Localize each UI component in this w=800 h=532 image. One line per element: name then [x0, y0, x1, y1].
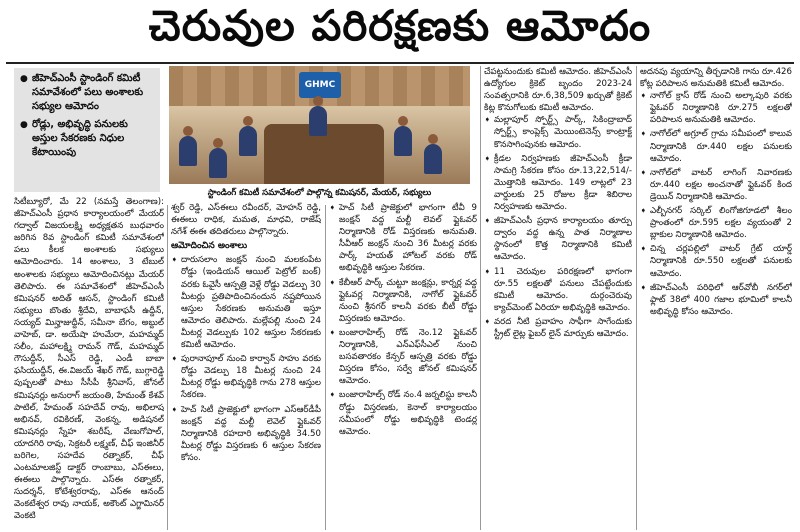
- list-item: ➧ 11 చెరువుల పరిరక్షణలో భాగంగా రూ.55 లక్షలతో పనులు చేపట్టేందుకు కమిటీ ఆమోదం. దుర్గంచెరువు క్యాచ్‌మెంట్ ఏరియా అభివృద్ధికి ఆమోదం.: [484, 266, 632, 314]
- list-item: ➧ చిన్న చర్లపల్లిలో వాటర్ గ్రేట్ యార్డ్ నిర్మాణానికి రూ.550 లక్షలతో పనులకు ఆమోదం.: [640, 243, 792, 279]
- list-item: ➧ పురానాపూల్ నుంచి కార్వాన్ సాహు వరకు రోడ్డు వెడల్పు 18 మీటర్ల నుంచి 24 మీటర్ల రోడ్డు అభివృద్ధికి గాను 278 ఆస్తుల సేకరణ.: [171, 353, 321, 401]
- column-1: [14, 196, 164, 530]
- meeting-photo: [169, 66, 470, 184]
- list-item: ➧ కేబీఆర్ పార్క్ చుట్టూ జంక్షన్లు, కార్నర్ల వద్ద ఫ్లైఓవర్ల నిర్మాణానికి, నాగోల్ ఫ్లైఓవర్ నుంచి శ్రీనగర్ కాలనీ వరకు బీటీ రోడ్డు విస్తరణకు ఆమోదం.: [329, 277, 477, 325]
- section-heading: ఆమోదించిన అంశాలు: [171, 241, 248, 252]
- ghmc-logo: GHMC: [299, 72, 341, 98]
- photo-person: [394, 126, 412, 156]
- photo-person: [179, 136, 197, 166]
- list-item: ➧ నాగోల్‌లో అగ్రూల్ గ్రామ సమీపంలో కాలువ నిర్మాణానికి రూ.440 లక్షల పనులకు ఆమోదం.: [640, 128, 792, 164]
- photo-head: [428, 134, 438, 144]
- summary-item: ● రోడ్లు, అభివృద్ధి పనులకు అస్తుల సేకరణకు నిధుల కేటాయింపు: [20, 118, 154, 160]
- summary-box: [14, 68, 160, 192]
- list-item: ➧ నాగోల్‌లో వాటర్ లాగింగ్ నివారణకు రూ.440 లక్షల అంచనాతో ఫ్లైఓవర్ కింద డ్రెయిన్ నిర్మాణానికి ఆమోదం.: [640, 167, 792, 203]
- list-item: ➧ ఎల్బీనగర్ సర్కిల్ లింగోజిగూడలో శీలం ప్రాంతంలో రూ.595 లక్షల వ్యయంతో 2 బ్లాకుల నిర్మాణానికి ఆమోదం.: [640, 205, 792, 241]
- list-item: ➧ దారుసలాం జంక్షన్ నుంచి మలకంపేట రోడ్డు (ఇండియన్ ఆయిల్ పెట్రోల్ బంక్) వరకు ఓవైసీ ఆస్పత్రి వెళ్లే రోడ్డు వెడల్పు 30 మీటర్లు ప్రతిపాదించినందున నష్టపోయిన ఆస్తుల సేకరణకు అనుమతి ఇస్తూ ఆమోదం తెలిపారు. మల్లేపల్లి నుంచి 24 మీటర్ల వెడల్పుకు 102 ఆస్తుల సేకరణకు కమిటీ ఆమోదం.: [171, 254, 321, 351]
- photo-head: [398, 116, 408, 126]
- list-item: ➧ క్రీడల నిర్వహణకు జీహెచ్‌ఎంసీ క్రీడా సామగ్రి సేకరణ కోసం రూ.13,22,514/- మొత్తానికి ఆమోదం. 149 లాట్లలో 23 వార్డులకు 25 రోజుల క్రీడా శిబిరాల నిర్వహణకు ఆమోదం.: [484, 153, 632, 213]
- article-body: అదనపు వ్యయాన్ని తీర్చడానికి గాను రూ.426 కోట్ల పరిపాలన అనుమతికి కమిటీ ఆమోదం.: [640, 67, 792, 90]
- article-body: శ్వర్ రెడ్డి, ఎస్ఈలు రవీందర్, మోహన్ రెడ్డి, ఈఈలు రాధిక, మమత, మాధవి, రాజేష్ నగేశ్ ఈఈ తదితరులు పాల్గొన్నారు.: [171, 203, 321, 238]
- photo-person: [309, 106, 327, 136]
- photo-head: [243, 116, 253, 126]
- list-item: ➧ హెచ్ సిటీ ప్రాజెక్టులో భాగంగా ఎస్‌ఆర్‌డీపీ జంక్షన్ వద్ద మల్టీ లెవెల్ ఫ్లైఓవర్ నిర్మాణానికి రహదారి అభివృద్ధికి 34.50 మీటర్ల రోడ్డు విస్తరణకు 6 ఆస్తుల సేకరణ కోసం.: [171, 404, 321, 464]
- article-body: సిటీబ్యూరో, మే 22 (నమస్తే తెలంగాణ): జీహెచ్‌ఎంసీ ప్రధాన కార్యాలయంలో మేయర్ గద్వాల్ విజయలక్ష్మి అధ్యక్షతన బుధవారం జరిగిన 8వ స్టాండింగ్ కమిటీ సమావేశంలో పలు కీలక అంశాలకు సభ్యులు ఆమోదించారు. 14 అంశాలు, 3 టేబుల్ అంశాలకు సభ్యులు ఆమోదించినట్లు మేయర్ తెలిపారు. ఈ సమావేశంలో జీహెచ్‌ఎంసీ కమిషనర్ అదిత్ ఆసన్, స్టాండింగ్ కమిటీ సభ్యులు బొంతు శ్రీదేవి, బాబాఫసీ ఉద్దీన్, సయ్యద్ మిన్హాజుద్దీన్, సమీనా బేగం, అబ్దుల్ వాహెబ్, డా. అయేషా హుమేరా, మహమ్మద్ సలీం, మహాలక్ష్మి రామన్ గౌడ్, మహమ్మద్ గౌసుద్దీన్, సీఎస్ రెడ్డి, ఎండీ బాబా ఫసియుద్దీన్, ఈ.విజయ్ శేఖర్ గౌడ్, బుగ్గారెడ్డి పుష్పలతో పాటు సీసీపీ శ్రీనివాస్, జోనల్ కమిషనర్లు అనురాగ్ జయంతి, హేమంత్ కేశవ్ పాటిల్, హేమంత్ సహదేవ్ రావు, అభిలాష అభినవ్, రవికిరణ్, వెంకన్న, అడిషనల్ కమిషనర్లు స్నేహ శబరీష్, వేణుగోపాల్, యాదగిరి రావు, సెక్రటరీ లక్ష్మణ్, చీఫ్ ఇంజినీర్ బరిగెల, సహదేవ రత్నాకర్, చీఫ్ ఎంటమాలజిస్ట్ డాక్టర్ రాంబాబు, ఎస్ఈలు, ఈఈలు పాల్గొన్నారు. ఎస్ఈ రత్నాకర్, సుదర్శన్, కోటేశ్వరరావు, ఎస్ఈ ఆనంద్ వెంకటేశ్వర రావు నాయక్, అకౌంట్ ఎగ్జామినర్ వెంకటి: [14, 197, 164, 522]
- photo-person: [424, 144, 442, 174]
- list-item: ➧ వరద నీటి ప్రవాహం సాఫీగా సాగేందుకు స్ట్రీట్‌ లైట్ల ఫైబర్‌ లైన్ మార్పుకు ఆమోదం.: [484, 316, 632, 340]
- column-4: [484, 66, 632, 530]
- list-item: ➧ నాగోల్ క్రాస్ రోడ్ నుంచి అల్కాపురి వరకు ఫ్లైఓవర్ నిర్మాణానికి రూ.275 లక్షలతో పరిపాలన అనుమతికి ఆమోదం.: [640, 90, 792, 126]
- list-item: ➧ బంజారాహిల్స్ రోడ్ నం.4 జర్నలిస్టు కాలనీ రోడ్డు విస్తరణకు, కెనాల్ కార్యాలయం సమీపంలో రోడ్డు అభివృద్ధికి టెండర్ల ఆమోదం.: [329, 389, 477, 437]
- photo-head: [183, 126, 193, 136]
- headline: చెరువుల పరిరక్షణకు ఆమోదం: [148, 1, 652, 50]
- column-divider: [167, 205, 168, 530]
- list-item: ➧ జీహెచ్‌ఎంసీ పరిధిలో ఆర్‌వోబీ నగర్‌లో ఫ్లాట్ 38లో 400 గజాల భూమిలో కాలనీ అభివృద్ధి కోసం ఆమోదం.: [640, 282, 792, 318]
- column-divider: [325, 205, 326, 530]
- list-item: ➧ బంజారాహిల్స్ రోడ్ నెం.12 ఫ్లైఓవర్ నిర్మాణానికి, ఎన్‌ఎఫ్‌సీఎల్ నుంచి బసవతారకం కేన్సర్ ఆస్పత్రి వరకు రోడ్డు విస్తరణ కోసం, సర్వే జోనల్ కమిషనర్ ఆమోదం.: [329, 327, 477, 387]
- headline-rule: [6, 62, 794, 64]
- photo-head: [213, 138, 223, 148]
- article-body: చేపట్టనుందుకు కమిటీ ఆమోదం. జీహెచ్‌ఎంసీ ఉద్యోగుల క్రికెట్ బృందం 2023-24 సంవత్సరానికి రూ.6,38,509 ఖర్చుతో క్రికెట్ కిట్ల కొనుగోలుకు కమిటీ ఆమోదం.: [484, 67, 632, 114]
- column-2: [171, 202, 321, 530]
- column-divider: [480, 66, 481, 530]
- photo-head: [313, 96, 323, 106]
- column-3: [329, 202, 477, 530]
- list-item: ➧ హెచ్ సిటీ ప్రాజెక్టులో భాగంగా టీవీ 9 జంక్షన్ వద్ద మల్టీ లెవల్ ఫ్లైఓవర్ నిర్మాణానికి రోడ్ విస్తరణకు అనుమతి. సీవీఆర్ జంక్షన్ నుంచి 36 మీటర్ల వరకు పార్క్ హయత్ హోటల్ వరకు రోడ్ అభివృద్ధికి ఆస్తుల సేకరణ.: [329, 202, 477, 275]
- list-item: ➧ జీహెచ్‌ఎంసీ ప్రధాన కార్యాలయం తూర్పు ద్వారం వద్ద ఉన్న పాత నిర్మాణాల స్థానంలో కొత్త నిర్మాణానికి కమిటీ ఆమోదం.: [484, 215, 632, 263]
- photo-caption: స్టాండింగ్ కమిటీ సమావేశంలో పాల్గొన్న కమిషనర్, మేయర్, సభ్యులు: [207, 188, 432, 198]
- photo-person: [209, 148, 227, 178]
- column-divider: [636, 66, 637, 530]
- photo-person: [239, 126, 257, 156]
- column-5: [640, 66, 792, 530]
- summary-item: ● జీహెచ్‌ఎంసీ స్టాండింగ్ కమిటీ సమావేశంలో పలు అంశాలకు సభ్యుల ఆమోదం: [20, 72, 154, 114]
- list-item: ➧ మల్లాపూర్ స్పోర్ట్స్ పార్క్, సికింద్రాబాద్ స్పోర్ట్స్ కాంప్లెక్స్ మెయింటెనెన్స్ కాంట్రాక్ట్ కొనసాగింపునకు ఆమోదం.: [484, 114, 632, 150]
